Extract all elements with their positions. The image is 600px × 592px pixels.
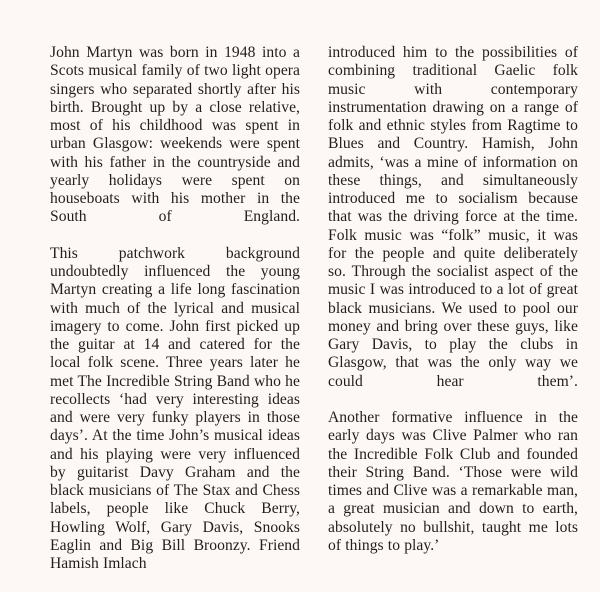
right-text-column bbox=[328, 44, 578, 555]
left-text-column bbox=[50, 44, 300, 573]
two-column-text-body bbox=[50, 44, 578, 572]
paragraph: Another formative influence in the early days was Clive Palmer who ran the Incredible Folk Club and founded their String Band. ‘Those were wild times and Clive was a remarkable man, a great musician and down to earth, absolutely no bullshit, taught me lots of things to play.’ bbox=[328, 409, 578, 554]
paragraph: introduced him to the possibilities of combining traditional Gaelic folk music with contemporary instrumentation drawing on a range of folk and ethnic styles from Ragtime to Blues and Country. Hamish, John admits, ‘was a mine of information on these things, and simultaneously introduced me to socialism because that was the driving force at the time. Folk music was “folk” music, it was for the people and quite deliberately so. Through the socialist aspect of the music I was introduced to a lot of great black musicians. We used to pool our money and bring over these guys, like Gary Davis, to play the clubs in Glasgow, that was the only way we could hear them’. bbox=[328, 44, 578, 390]
paragraph: John Martyn was born in 1948 into a Scots musical family of two light opera singers who separated shortly after his birth. Brought up by a close relative, most of his childhood was spent in urban Glasgow: weekends were spent with his father in the countryside and yearly holidays were spent on houseboats with his mother in the South of England. bbox=[50, 44, 300, 226]
paragraph: This patchwork background undoubtedly influenced the young Martyn creating a life long fascination with much of the lyrical and musical imagery to come. John first picked up the guitar at 14 and catered for the local folk scene. Three years later he met The Incredible String Band who he recollects ‘had very interesting ideas and were very funky players in those days’. At the time John’s musical ideas and his playing were very influenced by guitarist Davy Graham and the black musicians of The Stax and Chess labels, people like Chuck Berry, Howling Wolf, Gary Davis, Snooks Eaglin and Big Bill Broonzy. Friend Hamish Imlach bbox=[50, 244, 300, 572]
